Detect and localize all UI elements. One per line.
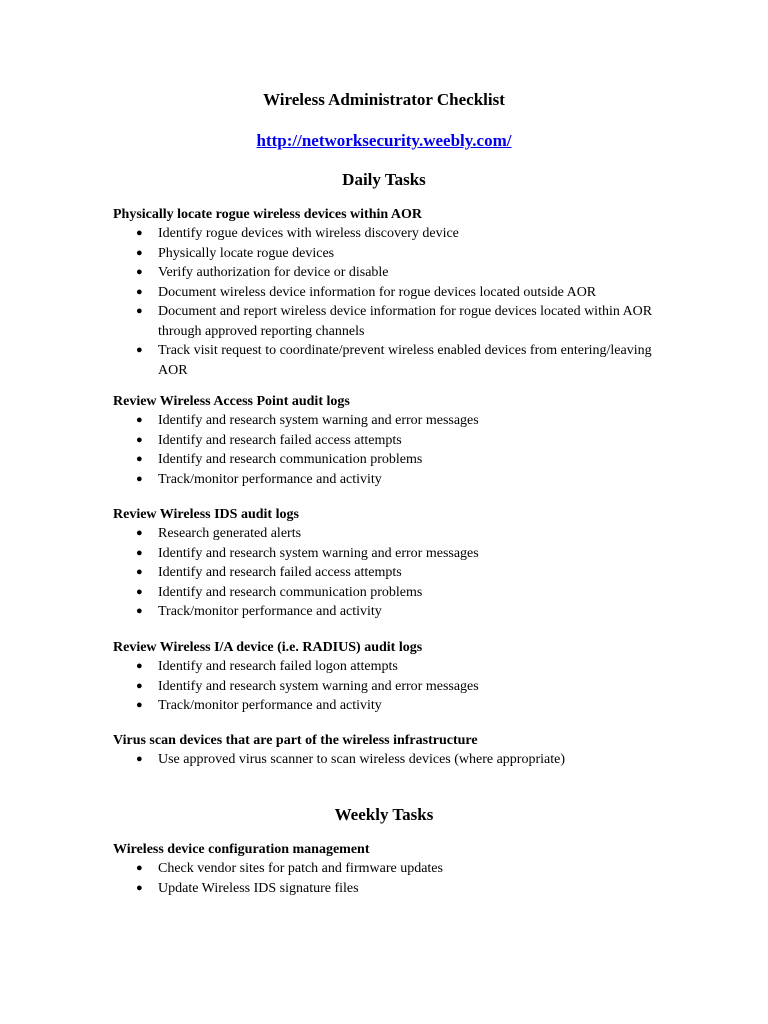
bullet-icon: ●: [136, 453, 143, 465]
list-item: [113, 470, 673, 490]
bullet-icon: ●: [136, 344, 143, 356]
list-item-text: Identify and research failed access attempts: [158, 565, 402, 580]
bullet-icon: ●: [136, 699, 143, 711]
task-list: [113, 750, 673, 770]
bullet-icon: ●: [136, 585, 143, 598]
list-item-text: Identify and research failed access attempts: [158, 432, 402, 448]
task-list: [113, 224, 673, 380]
daily-tasks-heading: Daily Tasks: [342, 170, 426, 189]
task-group-rogue-devices: [113, 205, 673, 380]
bullet-icon: ●: [136, 881, 143, 894]
list-item: [113, 450, 673, 470]
bullet-icon: ●: [136, 862, 143, 874]
task-group-heading: Review Wireless Access Point audit logs: [113, 394, 350, 409]
bullet-icon: ●: [136, 753, 143, 765]
task-group-heading: Wireless device configuration management: [113, 842, 370, 857]
weekly-tasks-heading: Weekly Tasks: [334, 805, 434, 824]
list-item: [113, 263, 673, 283]
list-item: [113, 677, 673, 697]
task-group-access-point-logs: [113, 392, 673, 489]
bullet-icon: ●: [136, 679, 143, 692]
bullet-icon: ●: [136, 527, 143, 539]
list-item-text: Identify and research system warning and error messages: [158, 545, 479, 561]
bullet-icon: ●: [136, 414, 143, 426]
list-item-text: Verify authorization for device or disable: [158, 265, 389, 280]
task-group-ids-logs: [113, 505, 673, 622]
bullet-icon: ●: [136, 472, 143, 485]
list-item-text: Update Wireless IDS signature files: [158, 880, 359, 896]
bullet-icon: ●: [136, 566, 143, 578]
document-title: Wireless Administrator Checklist: [263, 90, 505, 109]
task-group-configuration-management: [113, 840, 673, 898]
list-item: [113, 583, 673, 603]
list-item-text: Identify and research failed logon attempts: [158, 659, 398, 674]
list-item: [113, 563, 673, 583]
task-list: [113, 859, 673, 898]
list-item-text: Track visit request to coordinate/prevent wireless enabled devices from entering/leaving AOR: [158, 343, 652, 378]
list-item: [113, 544, 673, 564]
list-item-text: Use approved virus scanner to scan wireless devices (where appropriate): [158, 752, 566, 767]
list-item: [113, 696, 673, 716]
task-group-heading: Physically locate rogue wireless devices within AOR: [113, 207, 423, 222]
task-group-radius-logs: [113, 638, 673, 716]
list-item: [113, 283, 673, 303]
list-item-text: Document wireless device information for rogue devices located outside AOR: [158, 284, 597, 300]
list-item: [113, 879, 673, 899]
list-item: [113, 602, 673, 622]
list-item: [113, 224, 673, 244]
list-item-text: Track/monitor performance and activity: [158, 698, 382, 713]
list-item-text: Identify and research communication problems: [158, 452, 423, 467]
list-item-text: Identify and research system warning and error messages: [158, 678, 479, 694]
bullet-icon: ●: [136, 546, 143, 559]
list-item-text: Research generated alerts: [158, 526, 302, 541]
list-item: [113, 431, 673, 451]
list-item-text: Track/monitor performance and activity: [158, 471, 382, 487]
task-group-heading: Review Wireless IDS audit logs: [113, 507, 299, 522]
list-item: [113, 302, 673, 341]
list-item-text: Track/monitor performance and activity: [158, 604, 382, 619]
bullet-icon: ●: [136, 246, 143, 259]
bullet-icon: ●: [136, 285, 143, 298]
list-item: [113, 750, 673, 770]
list-item: [113, 859, 673, 879]
list-item-text: Identify rogue devices with wireless discovery device: [158, 226, 459, 241]
list-item: [113, 411, 673, 431]
task-list: [113, 657, 673, 716]
list-item: [113, 244, 673, 264]
bullet-icon: ●: [136, 605, 143, 617]
bullet-icon: ●: [136, 227, 143, 239]
list-item-text: Identify and research communication problems: [158, 584, 423, 600]
list-item: [113, 524, 673, 544]
bullet-icon: ●: [136, 266, 143, 278]
list-item: [113, 657, 673, 677]
list-item-text: Identify and research system warning and error messages: [158, 413, 479, 428]
list-item-text: Document and report wireless device information for rogue devices located within AOR through approved reporting channels: [158, 304, 653, 339]
list-item: [113, 341, 673, 380]
list-item-text: Physically locate rogue devices: [158, 245, 335, 261]
bullet-icon: ●: [136, 660, 143, 672]
website-link[interactable]: http://networksecurity.weebly.com/: [256, 131, 512, 150]
bullet-icon: ●: [136, 305, 143, 317]
list-item-text: Check vendor sites for patch and firmware updates: [158, 861, 443, 876]
bullet-icon: ●: [136, 433, 143, 446]
task-list: [113, 411, 673, 489]
task-group-virus-scan: [113, 731, 673, 770]
task-group-heading: Review Wireless I/A device (i.e. RADIUS) audit logs: [113, 640, 423, 655]
task-group-heading: Virus scan devices that are part of the wireless infrastructure: [113, 733, 478, 748]
task-list: [113, 524, 673, 622]
